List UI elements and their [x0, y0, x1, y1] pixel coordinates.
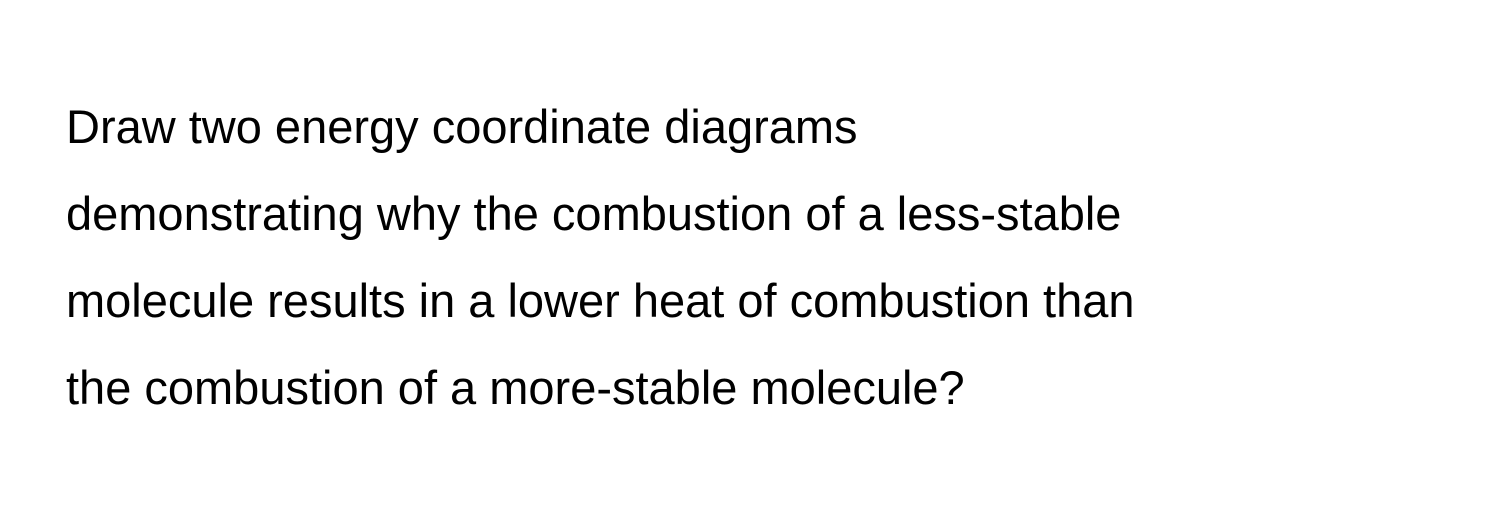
- question-text: [66, 83, 1466, 431]
- question-line-4: the combustion of a more-stable molecule?: [66, 361, 965, 414]
- question-line-3: molecule results in a lower heat of combustion than: [66, 274, 1135, 327]
- question-line-1: Draw two energy coordinate diagrams: [66, 100, 858, 153]
- question-line-2: demonstrating why the combustion of a less-stable: [66, 187, 1122, 240]
